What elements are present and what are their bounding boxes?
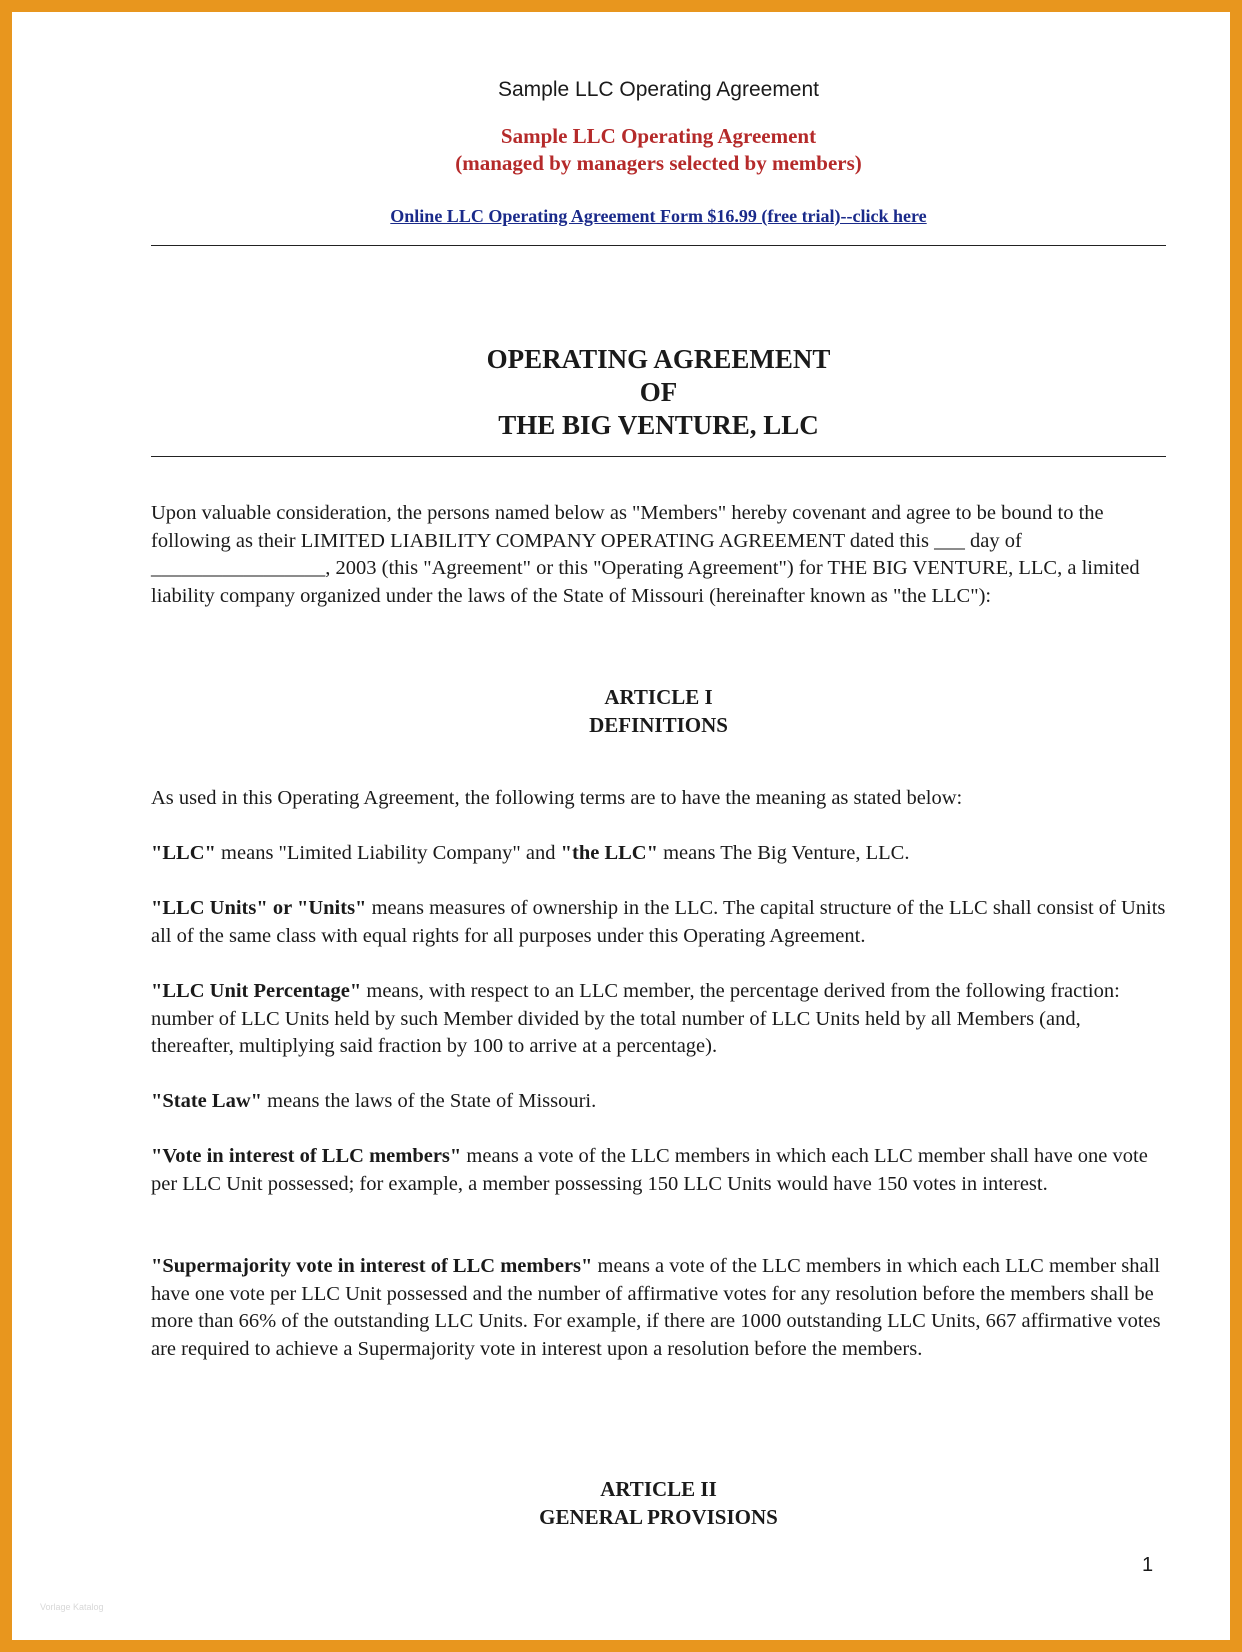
- definition-state-law-text: means the laws of the State of Missouri.: [262, 1090, 597, 1112]
- divider-bottom: [151, 456, 1166, 457]
- term-supermajority: "Supermajority vote in interest of LLC members": [151, 1255, 593, 1277]
- definition-llc-text-2: means The Big Venture, LLC.: [657, 842, 910, 864]
- red-title-line-1: Sample LLC Operating Agreement: [500, 124, 817, 148]
- term-state-law: "State Law": [151, 1090, 263, 1112]
- document-page: [12, 12, 1230, 1640]
- divider-top: [151, 245, 1166, 246]
- article-1-number: ARTICLE I: [604, 685, 713, 709]
- online-form-link[interactable]: Online LLC Operating Agreement Form $16.99 (free trial)--click here: [390, 206, 927, 226]
- term-units: "LLC Units" or "Units": [151, 897, 367, 919]
- definition-supermajority-text: means a vote of the LLC members in which each LLC member shall have one vote per LLC Unit possessed and the number of affirmative votes for any resolution before the members shall be more than 66% of the outstanding LLC Units. For example, if there are 1000 outstanding LLC Units, 667 affirmative votes are required to achieve a Supermajority vote in interest upon a resolution before the members.: [151, 1255, 1161, 1360]
- agreement-title-line-1: OPERATING AGREEMENT: [486, 344, 831, 374]
- article-2-number: ARTICLE II: [600, 1477, 717, 1501]
- definition-units-text: means measures of ownership in the LLC. The capital structure of the LLC shall consist of Units all of the same class with equal rights for all purposes under this Operating Agreement.: [151, 897, 1166, 947]
- agreement-title-line-3: THE BIG VENTURE, LLC: [498, 410, 819, 440]
- watermark: Vorlage Katalog: [40, 1602, 104, 1612]
- definition-vote-interest-text: means a vote of the LLC members in which each LLC member shall have one vote per LLC Unit possessed; for example, a member possessing 150 LLC Units would have 150 votes in interest.: [151, 1145, 1148, 1195]
- red-title-line-2: (managed by managers selected by members): [455, 151, 862, 175]
- definition-llc-text-1: means "Limited Liability Company" and: [215, 842, 561, 864]
- definition-supermajority: [151, 1253, 1166, 1363]
- article-1-title: DEFINITIONS: [589, 713, 728, 737]
- term-the-llc: "the LLC": [560, 842, 658, 864]
- article-2-heading: [151, 1475, 1166, 1531]
- agreement-title-line-2: OF: [639, 377, 678, 407]
- page-header-title: Sample LLC Operating Agreement: [497, 78, 820, 101]
- definition-llc: [151, 840, 1166, 868]
- term-unit-percentage: "LLC Unit Percentage": [151, 980, 362, 1002]
- definitions-intro: As used in this Operating Agreement, the following terms are to have the meaning as stated below:: [151, 787, 963, 809]
- definition-unit-percentage-text: means, with respect to an LLC member, the percentage derived from the following fraction: number of LLC Units held by such Member divided by the total number of LLC Units held by all Members (and, thereafter, multiplying said fraction by 100 to arrive at a percentage).: [151, 980, 1120, 1057]
- definition-unit-percentage: [151, 978, 1166, 1061]
- article-1-heading: [151, 683, 1166, 739]
- page-number: 1: [1142, 1554, 1154, 1576]
- definition-state-law: [151, 1088, 1166, 1116]
- intro-paragraph: Upon valuable consideration, the persons named below as "Members" hereby covenant and agree to be bound to the following as their LIMITED LIABILITY COMPANY OPERATING AGREEMENT dated this ___ day of _________________, 2003 (this "Agreement" or this "Operating Agreement") for THE BIG VENTURE, LLC, a limited liability company organized under the laws of the State of Missouri (hereinafter known as "the LLC"):: [151, 502, 1140, 607]
- term-vote-interest: "Vote in interest of LLC members": [151, 1145, 462, 1167]
- term-llc: "LLC": [151, 842, 216, 864]
- definition-units: [151, 895, 1166, 950]
- article-2-title: GENERAL PROVISIONS: [539, 1505, 778, 1529]
- definition-vote-interest: [151, 1143, 1166, 1198]
